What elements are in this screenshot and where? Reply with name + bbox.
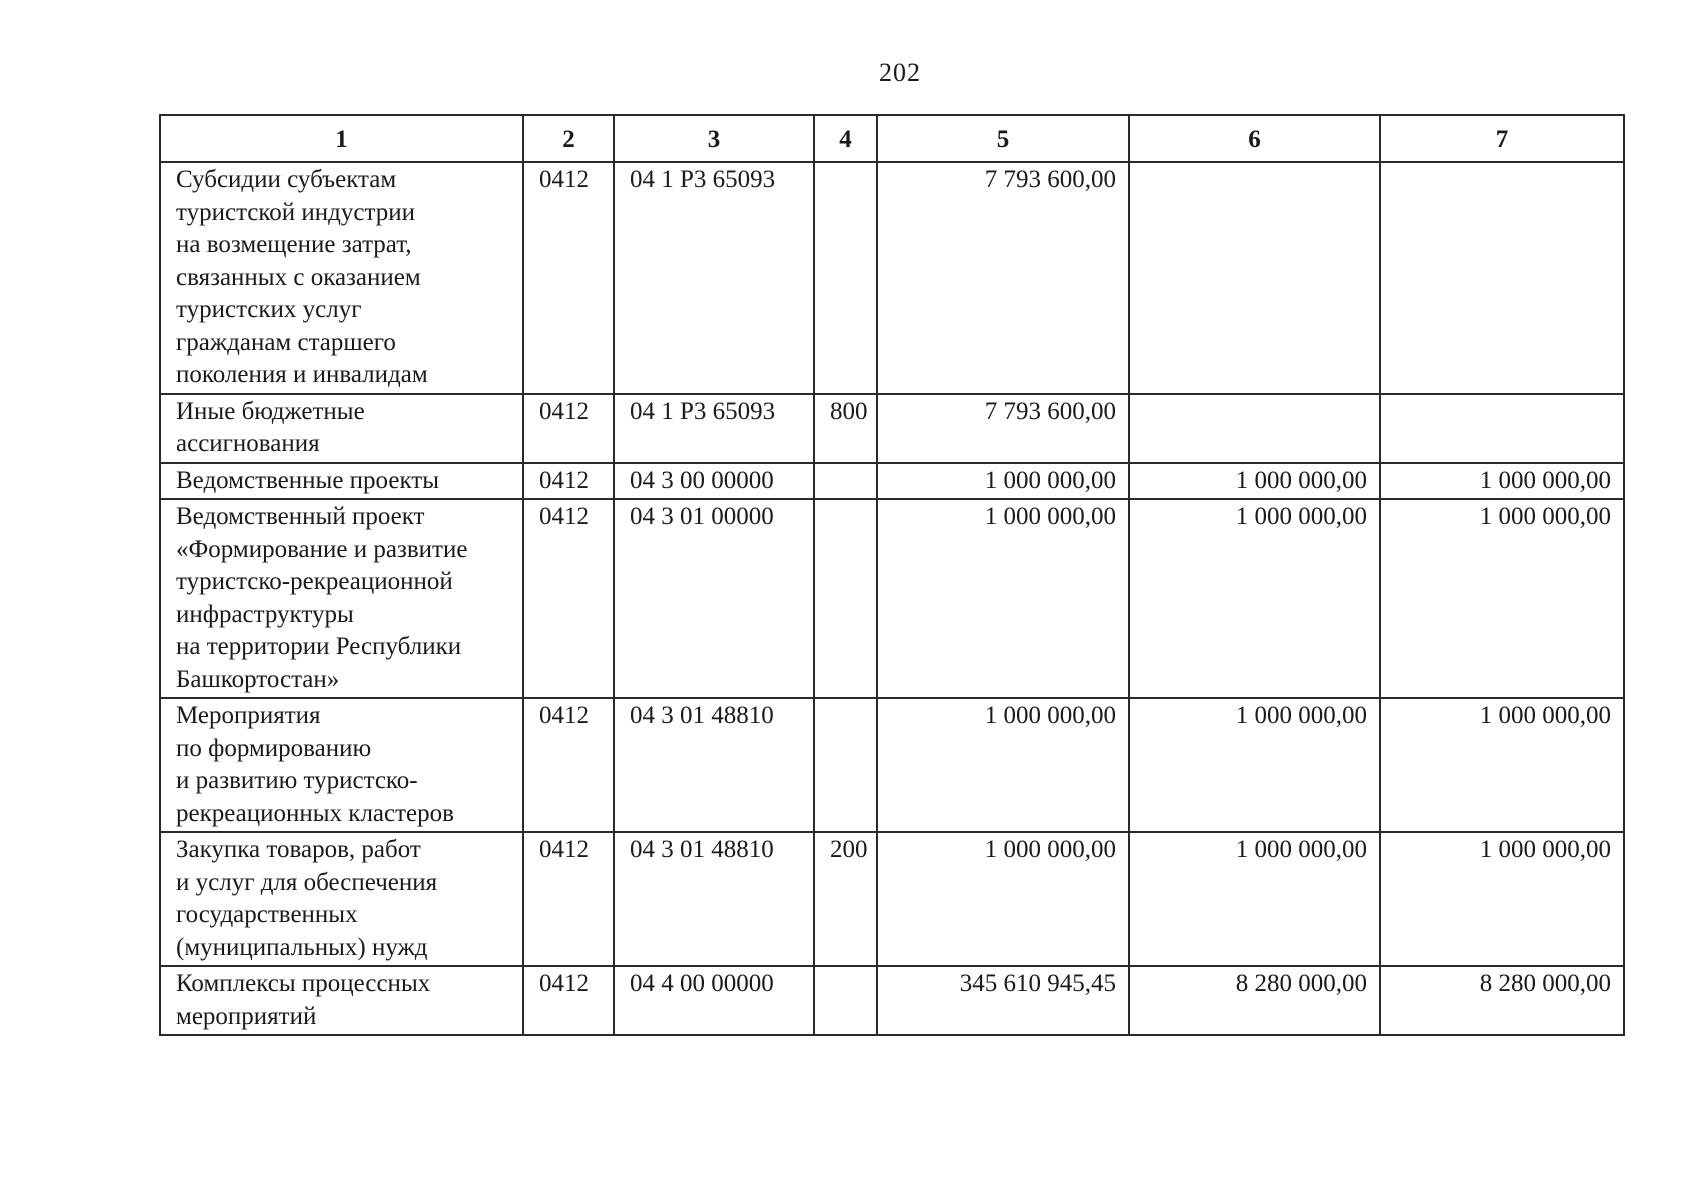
row-target-code: 04 3 01 48810 xyxy=(614,832,814,966)
row-amount-2 xyxy=(1129,162,1380,394)
row-amount-2: 8 280 000,00 xyxy=(1129,966,1380,1035)
row-expense-type: 200 xyxy=(814,832,877,966)
table-row xyxy=(160,463,1624,500)
row-amount-1: 7 793 600,00 xyxy=(877,162,1129,394)
page-number: 202 xyxy=(879,58,921,87)
table-row xyxy=(160,499,1624,698)
row-expense-type xyxy=(814,698,877,832)
row-expense-type xyxy=(814,162,877,394)
row-amount-3 xyxy=(1380,394,1624,463)
row-expense-type xyxy=(814,463,877,500)
row-amount-1: 1 000 000,00 xyxy=(877,463,1129,500)
column-header: 5 xyxy=(877,115,1129,162)
row-amount-2: 1 000 000,00 xyxy=(1129,698,1380,832)
row-section-code: 0412 xyxy=(523,832,614,966)
row-section-code: 0412 xyxy=(523,463,614,500)
table-row xyxy=(160,394,1624,463)
row-section-code: 0412 xyxy=(523,394,614,463)
table-row xyxy=(160,832,1624,966)
row-amount-1: 345 610 945,45 xyxy=(877,966,1129,1035)
table-row xyxy=(160,966,1624,1035)
row-name: Ведомственный проект «Формирование и развитие туристско-рекреационной инфраструктуры на территории Республики Башкортостан» xyxy=(160,499,523,698)
row-section-code: 0412 xyxy=(523,162,614,394)
column-header: 6 xyxy=(1129,115,1380,162)
row-amount-1: 1 000 000,00 xyxy=(877,698,1129,832)
row-section-code: 0412 xyxy=(523,698,614,832)
row-section-code: 0412 xyxy=(523,966,614,1035)
row-target-code: 04 1 Р3 65093 xyxy=(614,394,814,463)
row-amount-3: 1 000 000,00 xyxy=(1380,463,1624,500)
row-amount-1: 1 000 000,00 xyxy=(877,499,1129,698)
column-header: 1 xyxy=(160,115,523,162)
row-expense-type xyxy=(814,966,877,1035)
row-target-code: 04 3 01 00000 xyxy=(614,499,814,698)
row-name: Иные бюджетные ассигнования xyxy=(160,394,523,463)
row-amount-2: 1 000 000,00 xyxy=(1129,832,1380,966)
column-header: 2 xyxy=(523,115,614,162)
row-section-code: 0412 xyxy=(523,499,614,698)
row-target-code: 04 3 00 00000 xyxy=(614,463,814,500)
row-name: Субсидии субъектам туристской индустрии на возмещение затрат, связанных с оказанием туристских услуг гражданам старшего поколения и инвалидам xyxy=(160,162,523,394)
row-name: Ведомственные проекты xyxy=(160,463,523,500)
row-target-code: 04 4 00 00000 xyxy=(614,966,814,1035)
row-name: Мероприятия по формированию и развитию туристско- рекреационных кластеров xyxy=(160,698,523,832)
column-header: 7 xyxy=(1380,115,1624,162)
row-expense-type xyxy=(814,499,877,698)
row-name: Закупка товаров, работ и услуг для обеспечения государственных (муниципальных) нужд xyxy=(160,832,523,966)
table-header xyxy=(160,115,1624,162)
table-row xyxy=(160,162,1624,394)
row-amount-3 xyxy=(1380,162,1624,394)
table-body xyxy=(160,162,1624,1035)
row-amount-3: 1 000 000,00 xyxy=(1380,698,1624,832)
row-name: Комплексы процессных мероприятий xyxy=(160,966,523,1035)
row-amount-2 xyxy=(1129,394,1380,463)
row-target-code: 04 3 01 48810 xyxy=(614,698,814,832)
row-amount-1: 7 793 600,00 xyxy=(877,394,1129,463)
table-row xyxy=(160,698,1624,832)
row-amount-3: 1 000 000,00 xyxy=(1380,499,1624,698)
row-expense-type: 800 xyxy=(814,394,877,463)
budget-table xyxy=(159,114,1625,1036)
row-amount-2: 1 000 000,00 xyxy=(1129,499,1380,698)
row-target-code: 04 1 Р3 65093 xyxy=(614,162,814,394)
row-amount-3: 1 000 000,00 xyxy=(1380,832,1624,966)
header-row xyxy=(160,115,1624,162)
row-amount-3: 8 280 000,00 xyxy=(1380,966,1624,1035)
row-amount-1: 1 000 000,00 xyxy=(877,832,1129,966)
column-header: 3 xyxy=(614,115,814,162)
column-header: 4 xyxy=(814,115,877,162)
row-amount-2: 1 000 000,00 xyxy=(1129,463,1380,500)
